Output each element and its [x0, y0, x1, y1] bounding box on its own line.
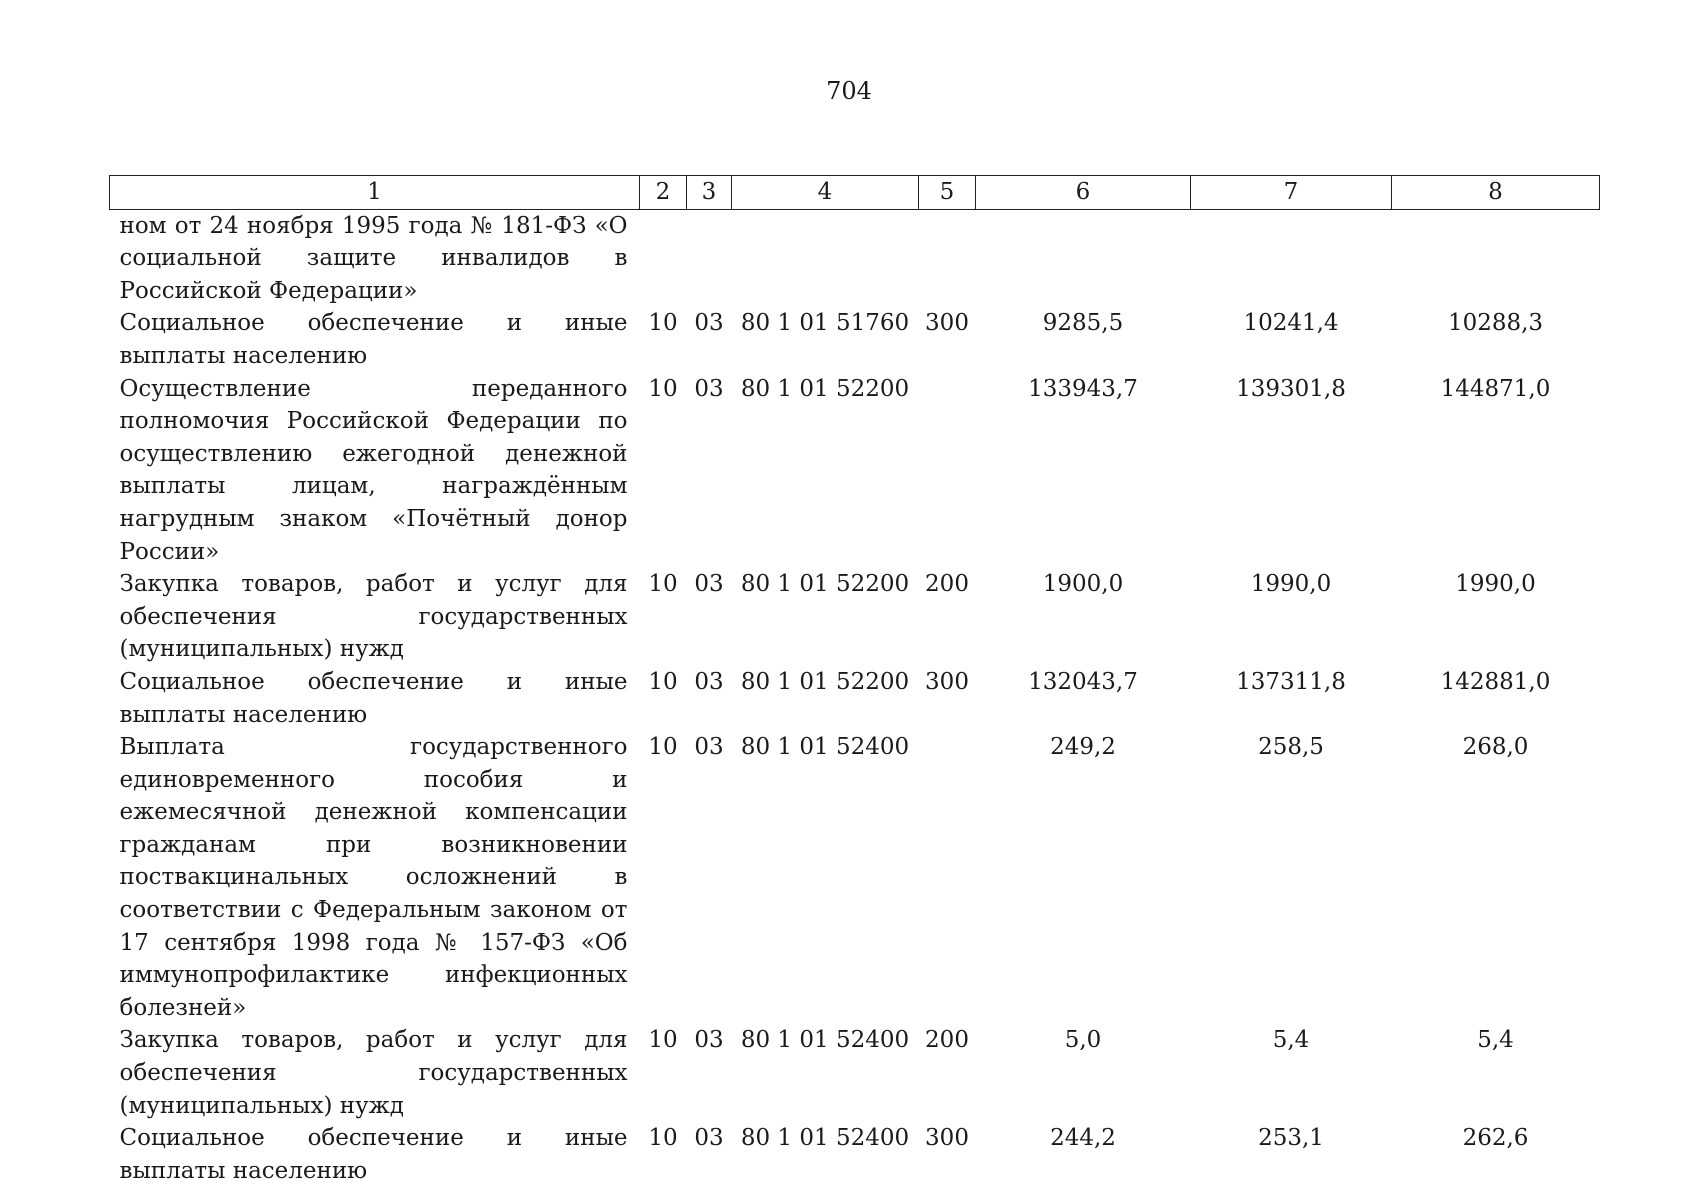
section-code: 10 [648, 668, 678, 695]
row-description: Социальное обеспечение и иные выплаты населению [119, 668, 628, 728]
column-header-2: 2 [640, 176, 687, 210]
table-row [110, 1122, 1600, 1187]
target-article-code: 80 1 01 52200 [740, 375, 910, 402]
section-code: 10 [648, 1027, 678, 1054]
column-header-3: 3 [687, 176, 732, 210]
row-description: Закупка товаров, работ и услуг для обеспечения государственных (муниципальных) нужд [119, 571, 628, 663]
amount-year-1: 1900,0 [1042, 571, 1124, 598]
subsection-code: 03 [694, 734, 724, 761]
expense-type-code: 300 [925, 668, 969, 695]
column-header-4: 4 [732, 176, 919, 210]
subsection-code: 03 [694, 310, 724, 337]
row-description: Социальное обеспечение и иные выплаты населению [119, 1125, 628, 1184]
amount-year-2: 137311,8 [1236, 668, 1346, 695]
expense-type-code [919, 373, 976, 569]
expense-type-code: 300 [925, 310, 969, 337]
section-code: 10 [648, 375, 678, 402]
amount-year-2: 258,5 [1258, 734, 1324, 761]
section-code: 10 [648, 734, 678, 761]
expense-type-code: 200 [925, 571, 969, 598]
amount-year-1: 133943,7 [1028, 375, 1138, 402]
column-header-8: 8 [1392, 176, 1600, 210]
table-row [110, 568, 1600, 666]
budget-table [109, 175, 1600, 1187]
expense-type-code: 200 [925, 1027, 969, 1054]
subsection-code: 03 [694, 571, 724, 598]
target-article-code: 80 1 01 52400 [740, 734, 910, 761]
table-row [110, 731, 1600, 1024]
target-article-code [732, 209, 919, 307]
section-code [640, 209, 687, 307]
amount-year-3: 144871,0 [1440, 375, 1551, 402]
expense-type-code [919, 209, 976, 307]
amount-year-3: 262,6 [1462, 1125, 1529, 1152]
amount-year-3 [1392, 209, 1600, 307]
target-article-code: 80 1 01 52200 [740, 668, 910, 695]
column-header-1: 1 [110, 176, 640, 210]
table-row [110, 209, 1600, 307]
target-article-code: 80 1 01 52400 [740, 1027, 910, 1054]
amount-year-3: 142881,0 [1440, 668, 1551, 695]
section-code: 10 [648, 1125, 678, 1152]
page-number: 704 [826, 77, 872, 105]
amount-year-2: 1990,0 [1250, 571, 1332, 598]
expense-type-code [919, 731, 976, 1024]
amount-year-1 [976, 209, 1191, 307]
subsection-code: 03 [694, 375, 724, 402]
column-header-7: 7 [1191, 176, 1392, 210]
subsection-code: 03 [694, 1027, 724, 1054]
amount-year-3: 268,0 [1462, 734, 1529, 761]
target-article-code: 80 1 01 51760 [740, 310, 910, 337]
column-header-6: 6 [976, 176, 1191, 210]
amount-year-1: 5,0 [1064, 1027, 1102, 1054]
expense-type-code: 300 [925, 1125, 969, 1152]
amount-year-3: 10288,3 [1447, 310, 1544, 337]
subsection-code [687, 209, 732, 307]
row-description: Осуществление переданного полномочия Российской Федерации по осуществлению ежегодной денежной выплаты лицам, награждённым нагрудным знаком «Почётный донор России» [119, 375, 628, 565]
table-row [110, 373, 1600, 569]
table-row [110, 307, 1600, 372]
column-header-5: 5 [919, 176, 976, 210]
amount-year-2: 5,4 [1272, 1027, 1310, 1054]
row-description: ном от 24 ноября 1995 года № 181-ФЗ «О социальной защите инвалидов в Российской Федерации» [119, 212, 628, 304]
row-description: Социальное обеспечение и иные выплаты населению [119, 310, 628, 369]
subsection-code: 03 [694, 1125, 724, 1152]
amount-year-1: 132043,7 [1028, 668, 1138, 695]
row-description: Закупка товаров, работ и услуг для обеспечения государственных (муниципальных) нужд [119, 1027, 628, 1119]
row-description: Выплата государственного единовременного пособия и ежемесячной денежной компенсации гражданам при возникновении поствакцинальных осложнений в соответствии с Федеральным законом от 17 сентября 1998 года № 157-ФЗ «Об иммунопрофилактике инфекционных болезней» [119, 734, 628, 1021]
amount-year-2: 10241,4 [1243, 310, 1339, 337]
amount-year-2: 139301,8 [1236, 375, 1346, 402]
target-article-code: 80 1 01 52400 [740, 1125, 910, 1152]
header-row [110, 176, 1600, 210]
amount-year-1: 244,2 [1050, 1125, 1116, 1152]
section-code: 10 [648, 310, 678, 337]
amount-year-1: 9285,5 [1042, 310, 1124, 337]
amount-year-3: 5,4 [1477, 1027, 1514, 1054]
table-row [110, 666, 1600, 731]
amount-year-1: 249,2 [1050, 734, 1116, 761]
target-article-code: 80 1 01 52200 [740, 571, 910, 598]
amount-year-2: 253,1 [1258, 1125, 1324, 1152]
amount-year-2 [1191, 209, 1392, 307]
subsection-code: 03 [694, 668, 724, 695]
section-code: 10 [648, 571, 678, 598]
amount-year-3: 1990,0 [1455, 571, 1536, 598]
table-row [110, 1024, 1600, 1122]
